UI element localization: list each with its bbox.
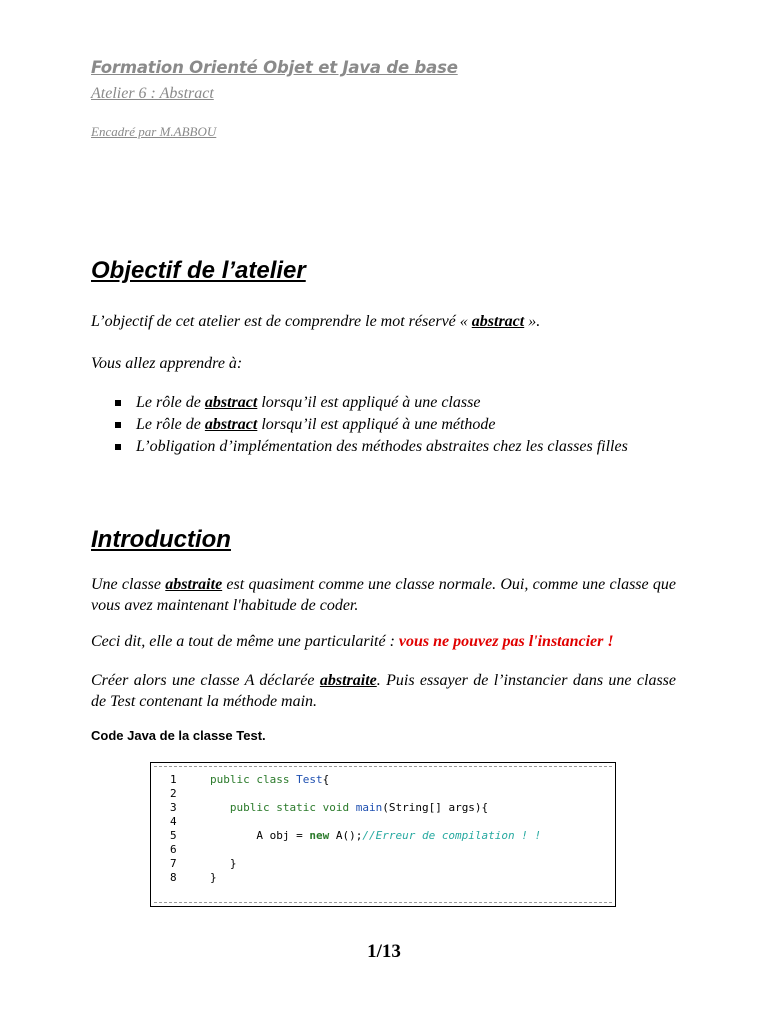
code-text: A(); <box>329 829 363 842</box>
intro-text: Créer alors une classe A déclarée <box>91 672 320 689</box>
code-line <box>170 815 210 828</box>
supervisor-line: Encadré par M.ABBOU <box>91 124 217 139</box>
code-keyword: public class <box>210 773 297 786</box>
keyword-abstract: abstract <box>204 416 258 433</box>
list-item <box>91 414 676 436</box>
code-text: { <box>322 773 330 786</box>
bullet-text: lorsqu’il est appliqué à une classe <box>257 394 481 411</box>
bullet-text: L’obligation d’implémentation des méthodes abstraites chez les classes filles <box>136 438 628 455</box>
code-keyword: public static void <box>229 801 356 814</box>
objective-bullet-list <box>91 392 676 458</box>
keyword-abstraite: abstraite <box>165 576 223 593</box>
code-line <box>170 829 541 842</box>
line-number: 4 <box>170 815 177 828</box>
line-number: 3 <box>170 801 177 814</box>
code-method: main <box>355 801 383 814</box>
code-comment: //Erreur de compilation ! ! <box>362 829 542 842</box>
code-line <box>170 857 237 870</box>
objective-heading: Objectif de l’atelier <box>91 257 306 284</box>
keyword-abstract: abstract <box>204 394 258 411</box>
code-text: (String[] args){ <box>382 801 489 814</box>
introduction-heading: Introduction <box>91 526 231 553</box>
objective-intro-text: L’objectif de cet atelier est de comprendre le mot réservé « <box>91 313 472 330</box>
code-text: } <box>229 857 237 870</box>
list-item <box>91 436 676 458</box>
course-title: Formation Orienté Objet et Java de base <box>91 58 458 77</box>
code-line <box>170 773 329 786</box>
code-frame <box>154 766 612 903</box>
intro-text: . Puis essayer de l’instancier dans une classe de Test contenant la méthode main. <box>91 672 676 710</box>
code-text: A obj = <box>256 829 310 842</box>
keyword-abstract: abstract <box>471 313 525 330</box>
intro-paragraph-2 <box>91 631 676 652</box>
bullet-text: lorsqu’il est appliqué à une méthode <box>257 416 496 433</box>
intro-text: est quasiment comme une classe normale. Oui, comme une classe que vous avez maintenant l'habitude de coder. <box>91 576 676 614</box>
objective-intro <box>91 311 676 332</box>
bullet-text: Le rôle de <box>136 394 205 411</box>
code-line <box>170 787 210 800</box>
code-text: } <box>210 871 217 884</box>
bullet-text: Le rôle de <box>136 416 205 433</box>
line-number: 1 <box>170 773 177 786</box>
line-number: 5 <box>170 829 177 842</box>
learn-line: Vous allez apprendre à: <box>91 355 243 372</box>
code-block <box>150 762 616 907</box>
warning-text: vous ne pouvez pas l'instancier ! <box>398 633 614 650</box>
line-number: 7 <box>170 857 177 870</box>
code-caption: Code Java de la classe Test. <box>91 728 266 743</box>
code-keyword: new <box>309 829 330 842</box>
keyword-abstraite: abstraite <box>319 672 377 689</box>
intro-paragraph-1 <box>91 574 676 616</box>
bullet-square-icon <box>115 422 121 428</box>
intro-text: Une classe <box>91 576 166 593</box>
code-line <box>170 871 217 884</box>
code-line <box>170 843 210 856</box>
bullet-square-icon <box>115 444 121 450</box>
code-line <box>170 801 488 814</box>
workshop-title: Atelier 6 : Abstract <box>91 85 214 102</box>
line-number: 6 <box>170 843 177 856</box>
code-type: Test <box>296 773 323 786</box>
page-number: 1/13 <box>367 941 401 962</box>
list-item <box>91 392 676 414</box>
intro-text: Ceci dit, elle a tout de même une particularité : <box>91 633 399 650</box>
line-number: 2 <box>170 787 177 800</box>
bullet-square-icon <box>115 400 121 406</box>
intro-paragraph-3 <box>91 670 676 712</box>
objective-intro-end: ». <box>524 313 541 330</box>
line-number: 8 <box>170 871 177 884</box>
